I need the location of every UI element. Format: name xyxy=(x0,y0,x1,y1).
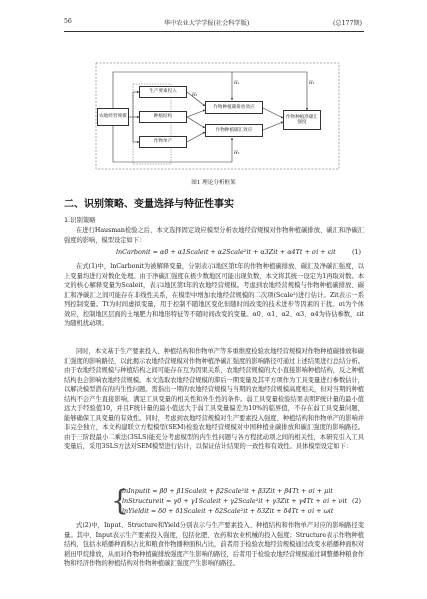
framework-diagram xyxy=(95,62,340,170)
page-number: 56 xyxy=(64,18,72,25)
label-h3-mid: H₃ xyxy=(192,92,198,97)
figure-caption: 图1 理论分析框架 xyxy=(191,180,236,186)
node-carbon-sink: 作物种植碳汇效应 xyxy=(205,124,263,137)
section-heading: 二、识别策略、变量选择与特征性事实 xyxy=(64,199,234,210)
equation-1: lnCarbonit = α0 + α1Scaleit + α2Scale²it + α3Zit + α4Tt + σi + εit xyxy=(116,248,336,256)
label-h1: H₁ xyxy=(234,80,240,85)
paragraph-eq2-explanation: 式(2)中，Input、Structure和Yield分别表示与生产要素投入、种植结构和作物单产对应的影响路径变量。其中，Input表示生产要素投入强度，包括化肥、农药和农业机械的投入强度；Structure表示作物种植结构，包括水稻播种面积占比和粮食作物播种面积占比，前者用于检验农地经营规模通过改变水稻播种面积对稻田甲烷排放，从而对作物种植碳排放强度产生影响的路径，后者用于检验农地经营规模通过调整播种粮食作物和经济作物的种植结构对作物种植碳汇强度产生影响的路径。 xyxy=(64,522,364,568)
running-header xyxy=(0,18,427,32)
label-h2: H₂ xyxy=(309,80,315,85)
journal-name: 华中农业大学学报(社会科学版) xyxy=(164,20,250,27)
issue-number: (总177期) xyxy=(333,20,363,27)
paragraph-intro: 在进行Hausman检验之后，本文选择固定效应模型分析农地经营规模对作物种植碳排放、碳汇和净碳汇强度的影响，模型设定如下： xyxy=(64,227,364,244)
node-input: 生产要素投入 xyxy=(139,86,187,98)
equation-1-number: (1) xyxy=(352,248,362,256)
equation-2-number: (2) xyxy=(352,497,362,505)
subsection-heading: 1.识别策略 xyxy=(64,216,96,224)
header-rule xyxy=(64,31,364,32)
equation-2-line-1: lnInputit = β0 + β1Scaleit + β2Scale²it + β3Zit + β4Tt + σi + μit xyxy=(122,487,333,495)
equation-2-line-2: lnStructureit = γ0 + γ1Scaleit + γ2Scale²it + γ3Zit + γ4Tt + σi + νit xyxy=(122,497,348,505)
node-farm-scale: 农地经营规模 xyxy=(97,108,129,126)
node-net-sink: 作物种植净碳汇强度 xyxy=(283,110,321,130)
equation-2-brace: { xyxy=(111,484,129,517)
paragraph-identification: 同时，本文基于生产要素投入、种植结构和作物单产等多重维度检验农地经营规模对作物种植碳排放和碳汇强度的影响路径，以此揭示农地经营规模对作物种植净碳汇强度的影响路径可通过上述结果进行总结分析。由于农地经营规模与种植结构之间可能存在互为因果关系，农地经营规模的大小直接影响种植结构，反之种植结构也会影响农地经营规模。本文选取农地经营规模的滞后一期变量及其平方项作为工具变量进行参数估计，以解决模型潜在的内生性问题。需指出一期的农地经营规模与当期的农地经营规模高度相关，但对当期的种植结构不会产生直接影响，满足工具变量的相关性和外生性的条件。弱工具变量检验结果表明F统计量的最小值远大于经验值10，并且F统计量的最小值远大于弱工具变量偏差为10%的临界值，不存在弱工具变量问题，能够确保工具变量的有效性。同时，考虑到农地经营规模对生产要素投入强度、种植结构和作物单产的影响并非完全独立，本文构建联立方程模型(SEM)检验农地经营规模对中国种植业碳排放和碳汇强度的影响路径。由于三阶段最小二乘法(3SLS)能充分考虑模型的内生性问题与各方程扰动项之间的相关性，本研究引入工具变量后，采用3SLS方法对SEM模型进行估计，以保证估计结果的一致性和有效性。具体模型设定如下： xyxy=(64,348,364,451)
node-structure: 种植结构 xyxy=(139,111,187,123)
label-h3-bottom: H₃ xyxy=(234,150,240,155)
node-yield: 作物单产 xyxy=(139,136,187,148)
node-carbon-emission: 作物种植碳排放效应 xyxy=(205,101,263,114)
paragraph-eq1-explanation: 在式(1)中，lnCarbonit为被解释变量，分别表示i地区第t年的作物种植碳排放、碳汇及净碳汇强度，以上变量均进行对数化处理。由于净碳汇强度在极少数地区可能出现负数，本文将其统一设定为1再取对数。本文的核心解释变量为Scaleit，表示i地区第t年的农地经营规模。考虑到农地经营规模与作物种植碳排放、碳汇和净碳汇之间可能存在非线性关系，在模型中增加农地经营规模的二次项(Scale²)进行估计。Zit表示一系列控制变量。Tt为时间虚拟变量，用于控制不随地区变化但随时间改变的技术进步等因素的干扰。σi为个体效应，控制地区层面的土壤肥力和地形特征等不随时间改变的变量。α0、α1、α2、α3、α4为待估参数，εit为随机扰动项。 xyxy=(64,263,364,328)
equation-2-line-3: lnYieldit = δ0 + δ1Scaleit + δ2Scale²it + δ3Zit + δ4Tt + σi + ωit xyxy=(122,507,334,515)
